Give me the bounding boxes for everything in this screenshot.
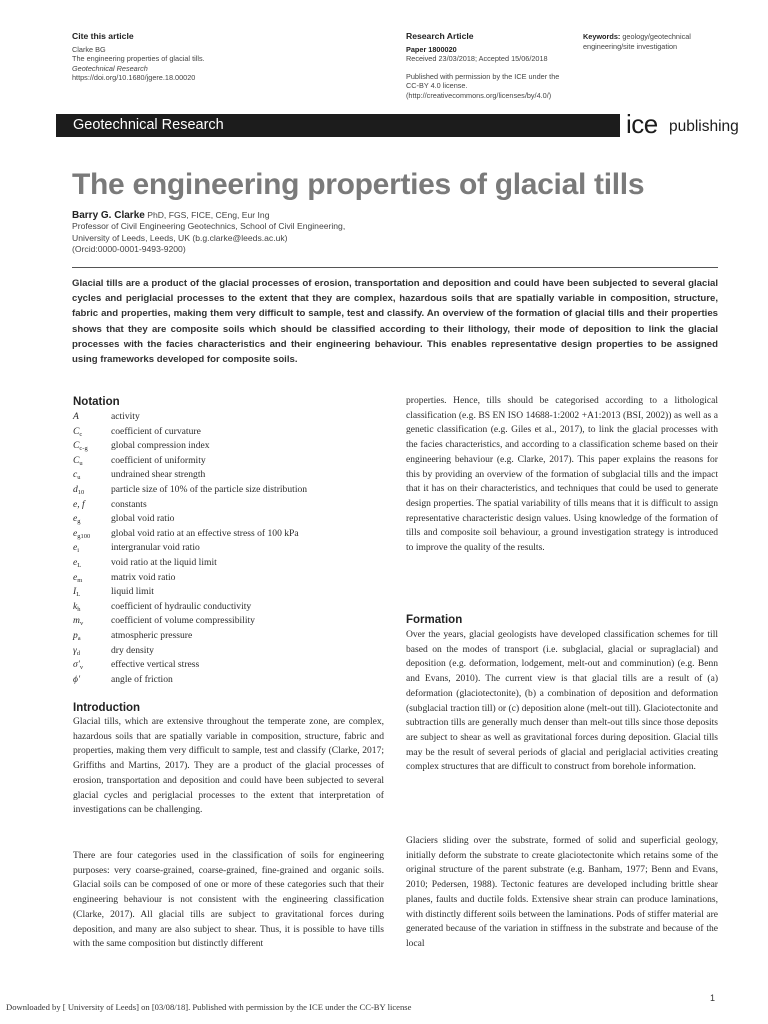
notation-symbol: $d_{10}$ — [73, 483, 85, 496]
notation-symbol: $\sigma'_v$ — [73, 659, 84, 672]
author-block — [72, 210, 345, 256]
notation-definition: constants — [111, 498, 147, 510]
notation-definition: particle size of 10% of the particle size distribution — [111, 483, 308, 495]
introduction-paragraph-2: There are four categories used in the classification of soils for engineering purposes: very coarse-grained, coarse-grained, fine-grained and organic soils. Glacial soils can be composed of one or more of these categories such that their engineering behaviour is not consistent with the engineering classification (Clarke, 2017). All glacial tills are subject to gravitational forces during deposition, and many are also subject to shear. Thus, it is possible to have tills with the same composition but distinctly different — [73, 850, 384, 950]
notation-row — [73, 586, 388, 601]
affiliation-line-2: University of Leeds, Leeds, UK (b.g.clarke@leeds.ac.uk) — [72, 232, 288, 243]
notation-definition: coefficient of hydraulic conductivity — [111, 600, 252, 612]
notation-symbol: $e_i$ — [73, 542, 80, 555]
article-dates: Received 23/03/2018; Accepted 15/06/2018 — [406, 54, 548, 64]
introduction-heading: Introduction — [73, 702, 141, 714]
formation-paragraph-2: Glaciers sliding over the substrate, formed of solid and superficial geology, initially deform the substrate to create glaciotectonite which retains some of the original structure of the parent substrate (e.g. Banham, 1977; Benn and Evans, 2010; Pedersen, 1988). Tectonic features are developed including brittle shear planes, faults and ductile folds. Extensive shear strain can produce laminations, with distinctly different soils between the laminations. Pods of stiffer material are generated because of the variation in stiffness in the substrate and because of the local — [406, 835, 718, 949]
notation-definition: liquid limit — [111, 586, 154, 598]
notation-definition: coefficient of curvature — [111, 425, 201, 437]
abstract: Glacial tills are a product of the glacial processes of erosion, transportation and deposition and could have been subjected to several glacial cycles and periglacial processes to the extent that they are complex, hazardous soils that are spatially variable in composition, structure, fabric and properties, making them very difficult to sample, test and classify. An overview of the formation of glacial tills and their properties shows that they are composite soils which should be classified according to their lithology, their mode of deposition to link the glacial processes with the facies characteristics and their engineering behaviour. This enables representative design properties to be assigned using frameworks developed for composite soils. — [72, 278, 718, 366]
page-number: 1 — [710, 993, 716, 1003]
permission-line-1: Published with permission by the ICE under the — [406, 71, 560, 81]
notation-definition: undrained shear strength — [111, 469, 206, 481]
notation-row — [73, 426, 388, 441]
cite-journal: Geotechnical Research — [72, 63, 148, 73]
notation-row — [73, 455, 388, 470]
notation-definition: atmospheric pressure — [111, 629, 193, 641]
notation-symbol: $c_u$ — [73, 469, 81, 482]
cite-heading: Cite this article — [72, 31, 134, 41]
notation-row — [73, 542, 388, 557]
notation-list — [73, 411, 388, 688]
notation-row — [73, 645, 388, 660]
notation-definition: global compression index — [111, 440, 210, 452]
notation-symbol: $C_c$ — [73, 425, 83, 438]
notation-row — [73, 411, 388, 426]
notation-row — [73, 557, 388, 572]
notation-definition: effective vertical stress — [111, 659, 200, 671]
notation-definition: coefficient of volume compressibility — [111, 615, 255, 627]
cite-author: Clarke BG — [72, 44, 106, 54]
notation-definition: void ratio at the liquid limit — [111, 556, 217, 568]
notation-definition: global void ratio at an effective stress of 100 kPa — [111, 527, 299, 539]
notation-symbol: $C_{c-g}$ — [73, 440, 88, 453]
notation-row — [73, 469, 388, 484]
notation-row — [73, 499, 388, 514]
notation-symbol: $\gamma_d$ — [73, 644, 81, 657]
notation-symbol: $I_L$ — [73, 586, 81, 599]
notation-symbol: ϕ′ — [73, 673, 81, 685]
notation-definition: global void ratio — [111, 513, 175, 525]
introduction-paragraph-1: Glacial tills, which are extensive throughout the temperate zone, are complex, hazardous soils that are spatially variable in composition, structure, fabric and properties, making them very difficult to sample, test and classify (Clarke, 2017; Griffiths and Martins, 2017). They are a product of the glacial processes of erosion, transportation and deposition and could have been subjected to several glacial cycles and periglacial processes to the extent that interpretation of investigations can be challenging. — [73, 716, 384, 816]
notation-symbol: $e_m$ — [73, 571, 83, 584]
notation-symbol: $k_h$ — [73, 600, 81, 613]
notation-symbol: $e_g$ — [73, 513, 81, 526]
notation-row — [73, 484, 388, 499]
notation-row — [73, 674, 388, 689]
notation-definition: activity — [111, 411, 140, 422]
journal-banner — [56, 109, 768, 139]
notation-row — [73, 528, 388, 543]
notation-row — [73, 513, 388, 528]
cite-doi[interactable]: https://doi.org/10.1680/jgere.18.00020 — [72, 73, 196, 83]
notation-row — [73, 440, 388, 455]
license-url[interactable]: (http://creativecommons.org/licenses/by/4.0/) — [406, 90, 552, 100]
notation-row — [73, 659, 388, 674]
notation-definition: intergranular void ratio — [111, 542, 200, 554]
notation-symbol: $m_v$ — [73, 615, 84, 628]
ice-publishing-logo — [620, 109, 768, 139]
paper-number: Paper 1800020 — [406, 44, 457, 54]
keywords-line-1: geology/geotechnical — [622, 32, 691, 41]
paper-title: The engineering properties of glacial tills — [72, 168, 645, 201]
author-name: Barry G. Clarke — [72, 210, 145, 221]
notation-definition: coefficient of uniformity — [111, 454, 206, 466]
notation-symbol: $e_L$ — [73, 556, 82, 569]
affiliation-line-1: Professor of Civil Engineering Geotechnics, School of Civil Engineering, — [72, 221, 346, 232]
keywords-block — [583, 32, 691, 51]
notation-heading: Notation — [73, 396, 120, 408]
orcid: (Orcid:0000-0001-9493-9200) — [72, 244, 186, 255]
notation-symbol: $e_{g100}$ — [73, 527, 91, 540]
notation-symbol: $C_u$ — [73, 454, 83, 467]
continued-paragraph: properties. Hence, tills should be categorised according to a lithological classification (e.g. BS EN ISO 14688-1:2002 +A1:2013 (BSI, 2002)) as well as a genetic classification (e.g. Giles et al., 2017), to link the glacial processes with the facies characteristics, and according to a classification scheme based on their engineering behaviour (e.g. Clarke, 2017). This paper explains the reasons for this by providing an overview of the formation of subglacial tills and the impact that it has on their characteristics, and techniques that could be used to generate design properties. The spatial variability of tills means that it is difficult to assign representative characteristic design values. Using knowledge of the formation of tills and composite soil behaviour, a ground investigation strategy is introduced to improve the quality of the results. — [406, 395, 718, 554]
notation-definition: matrix void ratio — [111, 571, 176, 583]
cite-block — [72, 32, 205, 83]
notation-definition: angle of friction — [111, 673, 173, 685]
article-type: Research Article — [406, 31, 474, 41]
notation-row — [73, 572, 388, 587]
keywords-label: Keywords: — [583, 32, 621, 41]
notation-definition: dry density — [111, 644, 154, 656]
notation-symbol: $p_a$ — [73, 629, 81, 642]
journal-name: Geotechnical Research — [73, 117, 224, 133]
cite-article-title: The engineering properties of glacial tills. — [72, 54, 205, 64]
notation-row — [73, 615, 388, 630]
logo-ice-text: ice — [626, 109, 658, 139]
author-credentials: PhD, FGS, FICE, CEng, Eur Ing — [147, 210, 270, 220]
download-footer: Downloaded by [ University of Leeds] on [03/08/18]. Published with permission by the ICE under the CC-BY license — [6, 1002, 412, 1012]
divider — [72, 267, 718, 268]
formation-heading: Formation — [406, 614, 463, 626]
logo-publishing-text: publishing — [669, 118, 739, 135]
formation-paragraph-1: Over the years, glacial geologists have developed classification schemes for till based on the modes of transport (i.e. subglacial, glacial or supraglacial) and deposition (e.g. deformation, lodgement, melt-out and comminution) (e.g. Benn and Evans, 2010). The current view is that glacial tills are a result of (a) deformation (glaciotectonite), (b) a combination of deposition and deformation (subglacial traction till) or (c) deposition alone (melt-out till). Glaciotectonite and subtraction tills are generally much denser than melt-out tills since those deposits are subject to shear as well as gravitational forces during deposition. Glacial tills may be the result of several periods of glacial and periglacial activities creating complex structures that are difficult to construct from borehole information. — [406, 629, 718, 773]
article-info-block — [406, 32, 559, 101]
notation-symbol: e, f — [73, 498, 85, 510]
notation-row — [73, 630, 388, 645]
permission-line-2: CC-BY 4.0 license. — [406, 81, 468, 91]
keywords-line-2: engineering/site investigation — [583, 41, 678, 51]
notation-row — [73, 601, 388, 616]
notation-symbol: A — [73, 411, 79, 422]
